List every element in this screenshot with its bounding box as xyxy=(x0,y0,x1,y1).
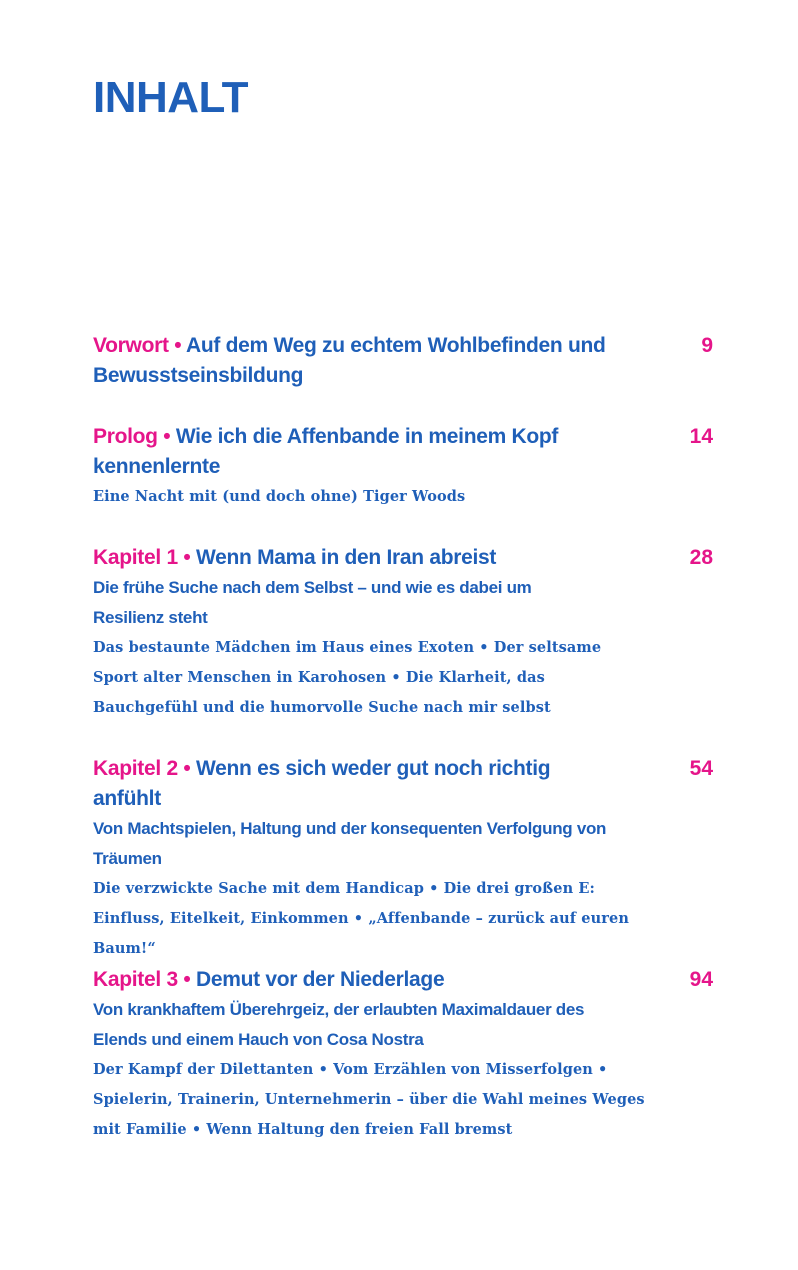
toc-entry-kapitel-1 xyxy=(93,543,713,723)
entry-title-row xyxy=(93,422,713,482)
toc-entry-kapitel-3 xyxy=(93,965,713,1145)
entry-title xyxy=(93,331,613,391)
toc-entry-kapitel-2 xyxy=(93,754,713,964)
entry-page-number: 94 xyxy=(689,968,713,991)
entry-description: Der Kampf der Dilettanten • Vom Erzählen von Misserfolgen • Spielerin, Trainerin, Unternehmerin – über die Wahl meines Weges mit Familie • Wenn Haltung den freien Fall bremst xyxy=(93,1061,645,1138)
entry-title xyxy=(93,754,593,814)
entry-title-text: Auf dem Weg zu echtem Wohlbefinden und Bewusstseinsbildung xyxy=(93,334,606,387)
entry-label: Kapitel 3 xyxy=(93,968,178,991)
entry-page-number: 9 xyxy=(701,334,713,357)
entry-label: Vorwort xyxy=(93,334,169,357)
entry-description: Das bestaunte Mädchen im Haus eines Exoten • Der seltsame Sport alter Menschen in Karohosen • Die Klarheit, das Bauchgefühl und die humorvolle Suche nach mir selbst xyxy=(93,639,602,716)
entry-subtitle: Die frühe Suche nach dem Selbst – und wie es dabei um Resilienz steht xyxy=(93,578,532,627)
entry-separator: • xyxy=(177,968,196,991)
entry-title xyxy=(93,965,613,995)
entry-description: Eine Nacht mit (und doch ohne) Tiger Woods xyxy=(93,488,466,505)
entry-title-text: Wie ich die Affenbande in meinem Kopf kennenlernte xyxy=(93,425,559,478)
entry-title-text: Wenn es sich weder gut noch richtig anfühlt xyxy=(93,757,551,810)
entry-separator: • xyxy=(177,757,196,780)
entry-page-number: 54 xyxy=(689,757,713,780)
entry-separator: • xyxy=(168,334,187,357)
entry-label: Kapitel 1 xyxy=(93,546,178,569)
toc-entry-vorwort xyxy=(93,331,713,391)
entry-page-number: 28 xyxy=(689,546,713,569)
entry-title xyxy=(93,543,613,573)
page-title: INHALT xyxy=(93,73,249,122)
entry-title-row xyxy=(93,965,713,995)
entry-title xyxy=(93,422,613,482)
entry-title-row xyxy=(93,543,713,573)
entry-separator: • xyxy=(157,425,176,448)
entry-title-row xyxy=(93,331,713,391)
entry-page-number: 14 xyxy=(689,425,713,448)
entry-title-text: Wenn Mama in den Iran abreist xyxy=(195,546,497,569)
entry-title-text: Demut vor der Niederlage xyxy=(195,968,445,991)
entry-label: Kapitel 2 xyxy=(93,757,178,780)
toc-entry-prolog xyxy=(93,422,713,512)
entry-label: Prolog xyxy=(93,425,158,448)
entry-subtitle: Von Machtspielen, Haltung und der konsequenten Verfolgung von Träumen xyxy=(93,819,607,868)
entry-separator: • xyxy=(177,546,196,569)
entry-subtitle: Von krankhaftem Überehrgeiz, der erlaubten Maximaldauer des Elends und einem Hauch von Cosa Nostra xyxy=(93,1000,585,1049)
entry-description: Die verzwickte Sache mit dem Handicap • Die drei großen E: Einfluss, Eitelkeit, Einkommen • „Affenbande – zurück auf euren Baum!“ xyxy=(93,880,629,957)
entry-title-row xyxy=(93,754,713,814)
